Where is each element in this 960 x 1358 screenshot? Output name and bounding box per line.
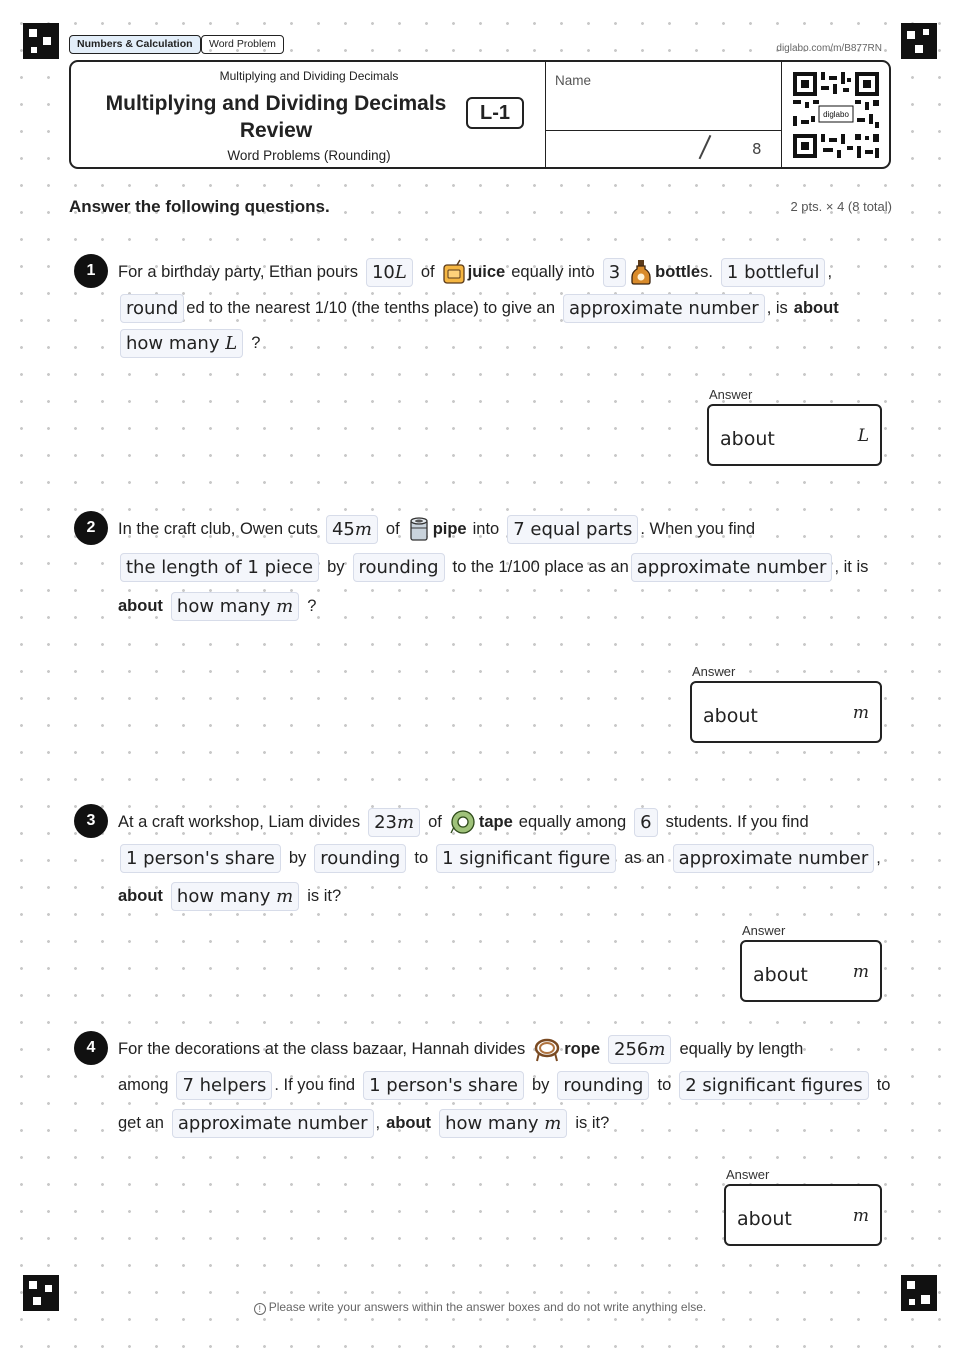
q-text: is it? (575, 1113, 610, 1132)
q1-approx-box: approximate number (563, 294, 765, 323)
tape-roll-icon (448, 809, 478, 835)
q2-rounding-box: rounding (353, 553, 445, 582)
pipe-icon (406, 516, 432, 542)
bottle-icon (628, 259, 654, 285)
q3-length-box: 23 m (368, 808, 420, 837)
question-number: 4 (74, 1031, 108, 1065)
info-icon: ! (254, 1303, 266, 1315)
name-divider (546, 130, 781, 131)
name-score-area (545, 62, 782, 167)
q4-rounding-box: rounding (557, 1071, 649, 1100)
q-text: into (472, 519, 500, 538)
q3-howmany-box: how many m (171, 882, 299, 911)
q-text: students. If you find (665, 812, 809, 831)
q4-approx-box: approximate number (172, 1109, 374, 1138)
question-4-line-2 (118, 1070, 890, 1100)
type-tag: Word Problem (201, 35, 284, 54)
answer-label: Answer (726, 1167, 770, 1182)
q-text: to (657, 1075, 672, 1094)
answer-about: about (753, 964, 808, 986)
question-number: 3 (74, 804, 108, 838)
q2-piece-box: the length of 1 piece (120, 553, 319, 582)
answer-unit: m (852, 703, 869, 723)
item-name: tape (478, 812, 513, 831)
q4-helpers-box: 7 helpers (176, 1071, 272, 1100)
answer-box-1[interactable] (707, 404, 882, 466)
question-3-line-3 (118, 881, 341, 911)
q1-round-box: round (120, 294, 184, 323)
q-about: about (386, 1113, 432, 1132)
q2-parts-box: 7 equal parts (507, 515, 638, 544)
answer-box-2[interactable] (690, 681, 882, 743)
q-text: by (288, 848, 307, 867)
q-text: For the decorations at the class bazaar, Hannah divides (118, 1039, 526, 1058)
answer-unit: m (852, 962, 869, 982)
answer-about: about (737, 1208, 792, 1230)
answer-box-3[interactable] (740, 940, 882, 1002)
footer-text: Please write your answers within the answer boxes and do not write anything else. (268, 1300, 707, 1314)
q1-howmany-box: how many L (120, 329, 243, 358)
answer-label: Answer (742, 923, 786, 938)
q3-students-box: 6 (634, 808, 657, 837)
worksheet-title (71, 90, 481, 144)
worksheet-header (69, 60, 891, 169)
qr-code-icon (793, 72, 879, 158)
container-name: bottle (655, 262, 701, 281)
q-text: to (876, 1075, 891, 1094)
title-line-1: Multiplying and Dividing Decimals (105, 92, 447, 115)
q-text: of (420, 262, 435, 281)
q-text: . If you find (274, 1075, 356, 1094)
answer-unit: m (852, 1206, 869, 1226)
q-text: For a birthday party, Ethan pours (118, 262, 358, 281)
question-number: 1 (74, 254, 108, 288)
answer-about: about (720, 428, 775, 450)
q-text: of (385, 519, 400, 538)
corner-marker-top-left (23, 23, 59, 59)
q-text: by (531, 1075, 550, 1094)
q-text: , it is (834, 557, 869, 576)
q3-rounding-box: rounding (314, 844, 406, 873)
q-text: , (827, 262, 833, 281)
rope-coil-icon (531, 1036, 563, 1062)
title-line-2: Review (239, 119, 313, 142)
answer-about: about (703, 705, 758, 727)
q-text: , (876, 848, 881, 867)
footer-note (0, 1300, 960, 1315)
q-text: ? (307, 596, 317, 615)
level-badge: L-1 (466, 97, 524, 129)
q-text: In the craft club, Owen cuts (118, 519, 318, 538)
q-text: ed to the nearest 1/10 (the tenths place) to give an (186, 298, 556, 317)
item-name: rope (564, 1039, 601, 1058)
q-text: equally into (511, 262, 595, 281)
q-about: about (793, 298, 839, 317)
answer-label: Answer (709, 387, 753, 402)
juice-box-icon (441, 259, 467, 285)
question-2-line-3 (118, 591, 316, 621)
q4-share-box: 1 person's share (363, 1071, 524, 1100)
score-total: 8 (752, 140, 762, 158)
q-text: as an (624, 848, 665, 867)
q-text: is it? (307, 886, 342, 905)
question-3-line-1 (118, 807, 809, 837)
q-text: , (375, 1113, 381, 1132)
category-tag: Numbers & Calculation (69, 35, 201, 54)
q4-howmany-box: how many m (439, 1109, 567, 1138)
question-1-line-3 (118, 328, 260, 358)
qr-brand-text: diglabo (823, 110, 849, 119)
q-text: . When you find (640, 519, 756, 538)
q4-length-box: 256 m (608, 1035, 671, 1064)
question-2-line-2 (118, 552, 868, 582)
points-info: 2 pts. × 4 (8 total) (790, 199, 892, 214)
q-text: to the 1/100 place as an (452, 557, 629, 576)
q-text: At a craft workshop, Liam divides (118, 812, 361, 831)
q-text: equally by length (679, 1039, 804, 1058)
worksheet-type: Word Problems (Rounding) (227, 148, 391, 163)
q-text: among (118, 1075, 169, 1094)
answer-box-4[interactable] (724, 1184, 882, 1246)
q3-approx-box: approximate number (673, 844, 875, 873)
q-about: about (118, 596, 163, 615)
q2-howmany-box: how many m (171, 592, 299, 621)
question-4-line-3 (118, 1108, 609, 1138)
q1-count-box: 3 (603, 258, 626, 287)
name-label: Name (555, 73, 592, 88)
q-text: ? (251, 333, 261, 352)
q-text: s. (700, 262, 713, 281)
q-text: to (414, 848, 429, 867)
question-4-line-1 (118, 1034, 803, 1064)
q2-approx-box: approximate number (631, 553, 833, 582)
q1-amount-box: 10 L (366, 258, 413, 287)
answer-label: Answer (692, 664, 736, 679)
question-1-line-2 (118, 293, 839, 323)
q4-sigfig-box: 2 significant figures (679, 1071, 868, 1100)
header-subtitle: Multiplying and Dividing Decimals (219, 69, 399, 83)
q-text: of (428, 812, 442, 831)
instructions: Answer the following questions. (69, 197, 330, 216)
q1-portion-box: 1 bottleful (721, 258, 826, 287)
worksheet-url: diglabo.com/m/B877RN (776, 43, 882, 54)
question-number: 2 (74, 511, 108, 545)
score-slash (699, 135, 711, 159)
answer-unit: L (857, 426, 869, 446)
q-text: , is (766, 298, 788, 317)
item-name: pipe (432, 519, 467, 538)
corner-marker-top-right (901, 23, 937, 59)
question-2-line-1 (118, 514, 755, 544)
q-about: about (118, 886, 163, 905)
q-text: equally among (518, 812, 627, 831)
q2-length-box: 45 m (326, 515, 378, 544)
q-text: get an (118, 1113, 164, 1132)
question-1-line-1 (118, 257, 832, 287)
q-text: by (327, 557, 345, 576)
q3-share-box: 1 person's share (120, 844, 281, 873)
q3-sigfig-box: 1 significant figure (436, 844, 616, 873)
item-name: juice (467, 262, 506, 281)
question-3-line-2 (118, 843, 881, 873)
